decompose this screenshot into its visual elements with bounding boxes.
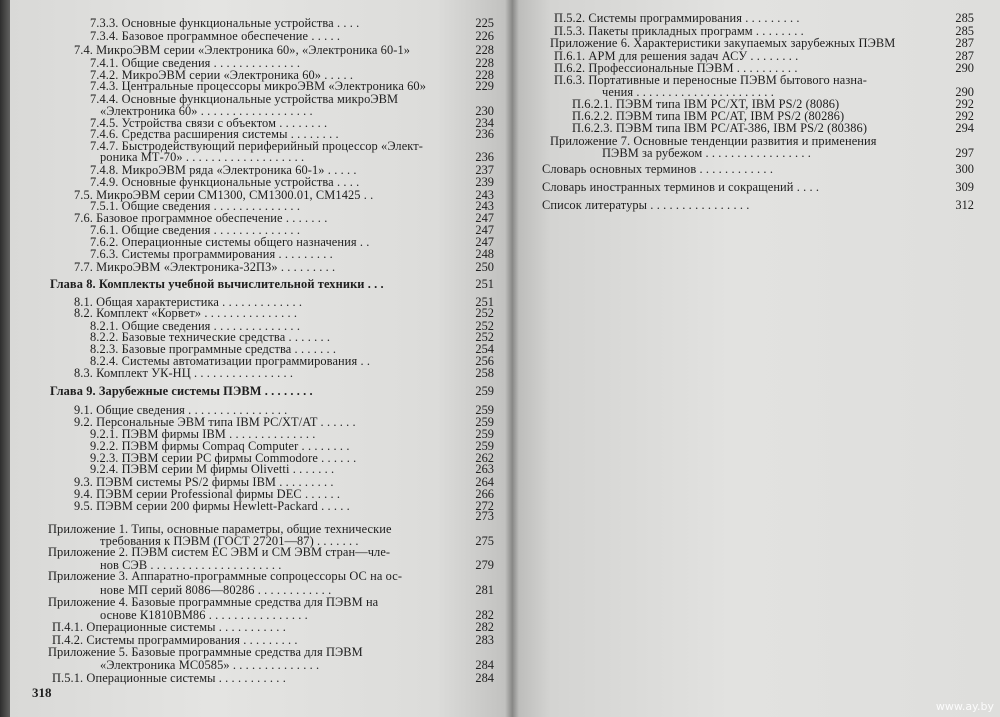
toc-entry-title: 8.1. Общая характеристика . . . . . . . . . . . . .: [74, 295, 303, 309]
toc-entry-title: П.6.3. Портативные и переносные ПЭВМ бытового назна-: [554, 73, 867, 87]
toc-entry-title: 7.4.2. МикроЭВМ серии «Электроника 60» . . . . .: [90, 68, 354, 82]
toc-entry-page: 275: [475, 534, 494, 548]
toc-entry-page: 251: [475, 277, 494, 291]
toc-entry-page: 263: [475, 462, 494, 476]
toc-entry-title: 9.3. ПЭВМ системы PS/2 фирмы IBM . . . . . . . . .: [74, 475, 334, 489]
toc-entry-title: П.5.2. Системы программирования . . . . . . . . .: [554, 11, 800, 25]
toc-entry-title: П.4.2. Системы программирования . . . . . . . . .: [52, 633, 298, 647]
toc-entry-title: 8.2.4. Системы автоматизации программирования . .: [90, 354, 371, 368]
toc-entry-title: 9.2.3. ПЭВМ серии PC фирмы Commodore . . . . . .: [90, 451, 357, 465]
toc-entry-title: Приложение 4. Базовые программные средства для ПЭВМ на: [48, 595, 379, 609]
toc-entry-title: «Электроника 60» . . . . . . . . . . . . . . . . . .: [100, 104, 313, 118]
toc-entry-title: основе К1810ВМ86 . . . . . . . . . . . . . . . .: [100, 608, 308, 622]
toc-entry-title: 8.2. Комплект «Корвет» . . . . . . . . . . . . . . .: [74, 306, 298, 320]
toc-entry-page: 287: [955, 49, 974, 63]
toc-entry-page: 292: [955, 97, 974, 111]
book-gutter: [505, 0, 519, 717]
toc-entry-page: 309: [955, 180, 974, 194]
toc-entry-title: 7.3.4. Базовое программное обеспечение . . . . .: [90, 29, 341, 43]
toc-entry-title: 7.4.9. Основные функциональные устройства . . . .: [90, 175, 360, 189]
toc-entry-page: 234: [475, 116, 494, 130]
toc-entry-page: 300: [955, 162, 974, 176]
toc-entry-page: 294: [955, 121, 974, 135]
toc-entry-page: 252: [475, 319, 494, 333]
toc-entry-title: П.6.1. АРМ для решения задач АСУ . . . . . . . .: [554, 49, 799, 63]
toc-entry-page: 282: [475, 608, 494, 622]
page-number: 318: [32, 685, 52, 700]
toc-entry-page: 273: [475, 509, 494, 523]
toc-entry-page: 258: [475, 366, 494, 380]
toc-entry-page: 284: [475, 671, 494, 685]
toc-entry-title: 7.6.2. Операционные системы общего назначения . .: [90, 235, 370, 249]
toc-entry-page: 283: [475, 633, 494, 647]
toc-entry-page: 239: [475, 175, 494, 189]
toc-entry-title: 7.5. МикроЭВМ серии СМ1300, СМ1300.01, СМ1425 . .: [74, 188, 374, 202]
toc-entry-title: 7.6.3. Системы программирования . . . . . . . . .: [90, 247, 333, 261]
toc-entry-page: 297: [955, 146, 974, 160]
watermark: www.ay.by: [935, 700, 994, 713]
toc-entry-page: 312: [955, 198, 974, 212]
toc-entry-title: 8.2.3. Базовые программные средства . . . . . . .: [90, 342, 337, 356]
toc-entry-title: 8.2.2. Базовые технические средства . . . . . . .: [90, 330, 331, 344]
toc-entry-title: 9.4. ПЭВМ серии Professional фирмы DEC . . . . . .: [74, 487, 341, 501]
right-page: [512, 0, 1000, 717]
toc-entry-title: 9.1. Общие сведения . . . . . . . . . . . . . . . .: [74, 403, 288, 417]
toc-entry-page: 252: [475, 330, 494, 344]
toc-entry-title: нов СЭВ . . . . . . . . . . . . . . . . . . . . .: [100, 558, 282, 572]
toc-entry-title: 9.2.4. ПЭВМ серии M фирмы Olivetti . . . . . . .: [90, 462, 335, 476]
toc-entry-title: 7.4.5. Устройства связи с объектом . . . . . . . .: [90, 116, 328, 130]
toc-entry-title: 7.6. Базовое программное обеспечение . . . . . . .: [74, 211, 328, 225]
toc-entry-page: 225: [475, 16, 494, 30]
toc-entry-title: П.6.2.1. ПЭВМ типа IBM PC/XT, IBM PS/2 (8086): [572, 97, 840, 111]
toc-entry-title: П.6.2. Профессиональные ПЭВМ . . . . . . . . . .: [554, 61, 798, 75]
toc-entry-page: 250: [475, 260, 494, 274]
toc-entry-page: 229: [475, 79, 494, 93]
toc-entry-title: 9.2. Персональные ЭВМ типа IBM PC/XT/AT . . . . . .: [74, 415, 356, 429]
toc-entry-page: 272: [475, 499, 494, 513]
toc-entry-title: П.6.2.3. ПЭВМ типа IBM PC/AT-386, IBM PS/2 (80386): [572, 121, 868, 135]
toc-entry-title: 8.2.1. Общие сведения . . . . . . . . . . . . . .: [90, 319, 301, 333]
toc-entry-page: 243: [475, 188, 494, 202]
toc-entry-page: 259: [475, 427, 494, 441]
left-page: [10, 0, 512, 717]
toc-entry-title: 7.7. МикроЭВМ «Электроника-32ПЗ» . . . . . . . . .: [74, 260, 336, 274]
toc-entry-page: 282: [475, 620, 494, 634]
toc-entry-title: 8.3. Комплект УК-НЦ . . . . . . . . . . . . . . . .: [74, 366, 294, 380]
toc-entry-title: 9.2.2. ПЭВМ фирмы Compaq Computer . . . . . . . .: [90, 439, 350, 453]
toc-entry-title: П.4.1. Операционные системы . . . . . . . . . . .: [52, 620, 286, 634]
toc-entry-page: 285: [955, 24, 974, 38]
toc-entry-page: 284: [475, 658, 494, 672]
toc-entry-page: 228: [475, 56, 494, 70]
toc-entry-title: Глава 9. Зарубежные системы ПЭВМ . . . . . . . .: [50, 384, 313, 398]
toc-entry-title: чения . . . . . . . . . . . . . . . . . . . . . .: [602, 85, 774, 99]
toc-entry-title: «Электроника МС0585» . . . . . . . . . . . . . .: [100, 658, 320, 672]
toc-entry-page: 236: [475, 127, 494, 141]
toc-entry-title: Список литературы . . . . . . . . . . . . . . . .: [542, 198, 750, 212]
toc-entry-page: 228: [475, 43, 494, 57]
toc-entry-title: 9.5. ПЭВМ серии 200 фирмы Hewlett-Packard . . . . .: [74, 499, 350, 513]
toc-entry-title: нове МП серий 8086—80286 . . . . . . . . . . . .: [100, 583, 332, 597]
toc-entry-title: 7.4.7. Быстродействующий периферийный процессор «Элект-: [90, 139, 424, 153]
toc-entry-title: 7.3.3. Основные функциональные устройства . . . .: [90, 16, 360, 30]
toc-entry-title: требования к ПЭВМ (ГОСТ 27201—87) . . . . . . .: [100, 534, 359, 548]
toc-entry-title: 7.4.8. МикроЭВМ ряда «Электроника 60-1» . . . . .: [90, 163, 357, 177]
toc-entry-page: 243: [475, 199, 494, 213]
toc-entry-page: 237: [475, 163, 494, 177]
toc-entry-title: П.5.1. Операционные системы . . . . . . . . . . .: [52, 671, 286, 685]
toc-entry-page: 247: [475, 223, 494, 237]
toc-entry-page: 285: [955, 11, 974, 25]
toc-entry-page: 292: [955, 109, 974, 123]
toc-entry-page: 290: [955, 85, 974, 99]
toc-entry-page: 252: [475, 306, 494, 320]
toc-entry-page: 236: [475, 150, 494, 164]
toc-entry-title: Словарь основных терминов . . . . . . . . . . . .: [542, 162, 774, 176]
toc-entry-title: 7.5.1. Общие сведения . . . . . . . . . . . . . .: [90, 199, 301, 213]
toc-entry-title: П.5.3. Пакеты прикладных программ . . . . . . . .: [554, 24, 804, 38]
toc-entry-page: 259: [475, 384, 494, 398]
toc-entry-page: 259: [475, 415, 494, 429]
toc-entry-page: 259: [475, 403, 494, 417]
toc-entry-title: 7.4.1. Общие сведения . . . . . . . . . . . . . .: [90, 56, 301, 70]
toc-entry-page: 254: [475, 342, 494, 356]
toc-entry-page: 266: [475, 487, 494, 501]
toc-entry-page: 287: [955, 36, 974, 50]
toc-entry-title: роника МТ-70» . . . . . . . . . . . . . . . . . . .: [100, 150, 305, 164]
toc-entry-title: ПЭВМ за рубежом . . . . . . . . . . . . . . . . .: [602, 146, 811, 160]
toc-entry-page: 281: [475, 583, 494, 597]
toc-entry-title: 9.2.1. ПЭВМ фирмы IBM . . . . . . . . . . . . . .: [90, 427, 316, 441]
toc-entry-page: 262: [475, 451, 494, 465]
toc-entry-title: Приложение 2. ПЭВМ систем ЕС ЭВМ и СМ ЭВМ стран—чле-: [48, 545, 391, 559]
toc-entry-title: 7.4.6. Средства расширения системы . . . . . . . .: [90, 127, 339, 141]
toc-entry-page: 247: [475, 235, 494, 249]
toc-entry-page: 264: [475, 475, 494, 489]
toc-entry-title: Приложение 3. Аппаратно-программные сопроцессоры ОС на ос-: [48, 569, 403, 583]
toc-entry-page: 256: [475, 354, 494, 368]
toc-entry-title: 7.4.3. Центральные процессоры микроЭВМ «Электроника 60»: [90, 79, 427, 93]
toc-entry-title: 7.6.1. Общие сведения . . . . . . . . . . . . . .: [90, 223, 301, 237]
toc-entry-title: 7.4. МикроЭВМ серии «Электроника 60», «Электроника 60-1»: [74, 43, 411, 57]
toc-entry-page: 251: [475, 295, 494, 309]
toc-entry-title: Глава 8. Комплекты учебной вычислительной техники . . .: [50, 277, 384, 291]
toc-entry-title: Приложение 1. Типы, основные параметры, общие технические: [48, 522, 392, 536]
toc-entry-page: 259: [475, 439, 494, 453]
toc-entry-page: 230: [475, 104, 494, 118]
toc-entry-page: 228: [475, 68, 494, 82]
toc-entry-page: 290: [955, 61, 974, 75]
toc-entry-title: Приложение 6. Характеристики закупаемых зарубежных ПЭВМ: [550, 36, 896, 50]
toc-entry-page: 279: [475, 558, 494, 572]
toc-entry-title: Словарь иностранных терминов и сокращений . . . .: [542, 180, 820, 194]
toc-entry-title: П.6.2.2. ПЭВМ типа IBM PC/AT, IBM PS/2 (80286): [572, 109, 845, 123]
toc-entry-title: Приложение 5. Базовые программные средства для ПЭВМ: [48, 645, 363, 659]
toc-entry-page: 226: [475, 29, 494, 43]
toc-entry-title: 7.4.4. Основные функциональные устройства микроЭВМ: [90, 92, 399, 106]
toc-entry-title: Приложение 7. Основные тенденции развития и применения: [550, 134, 877, 148]
toc-entry-page: 248: [475, 247, 494, 261]
toc-entry-page: 247: [475, 211, 494, 225]
